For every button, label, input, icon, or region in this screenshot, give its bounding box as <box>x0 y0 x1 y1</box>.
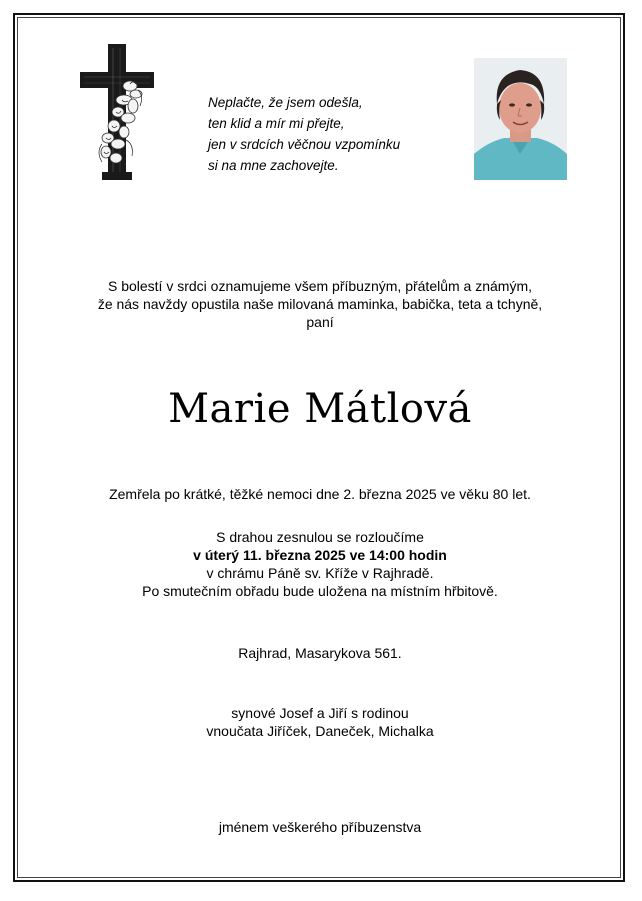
poem <box>208 92 448 176</box>
poem-line: ten klid a mír mi přejte, <box>208 116 345 131</box>
announcement-line: paní <box>306 314 334 330</box>
ceremony-intro: S drahou zesnulou se rozloučíme <box>216 529 424 545</box>
address: Rajhrad, Masarykova 561. <box>238 645 402 661</box>
poem-line: jen v srdcích věčnou vzpomínku <box>208 137 401 152</box>
family-line: vnoučata Jiříček, Daneček, Michalka <box>206 723 434 739</box>
ceremony-datetime: v úterý 11. března 2025 ve 14:00 hodin <box>193 547 447 563</box>
family-line: synové Josef a Jiří s rodinou <box>231 705 409 721</box>
family-signature <box>20 704 620 740</box>
ceremony-info <box>20 528 620 600</box>
cross-with-flowers-icon <box>78 44 158 182</box>
behalf-line: jménem veškerého příbuzenstva <box>218 819 422 835</box>
poem-line: si na mne zachovejte. <box>208 158 339 173</box>
announcement-text <box>20 277 620 331</box>
ceremony-place: v chrámu Páně sv. Kříže v Rajhradě. <box>206 565 434 581</box>
announcement-line: S bolestí v srdci oznamujeme všem příbuzným, přátelům a známým, <box>107 278 533 294</box>
ceremony-burial: Po smutečním obřadu bude uložena na místním hřbitově. <box>142 583 498 599</box>
announcement-line: že nás navždy opustila naše milovaná maminka, babička, teta a tchyně, <box>97 296 543 312</box>
poem-line: Neplačte, že jsem odešla, <box>208 95 363 110</box>
deceased-name: Marie Mátlová <box>168 386 472 432</box>
portrait-photo <box>474 58 567 180</box>
death-notice: Zemřela po krátké, těžké nemoci dne 2. března 2025 ve věku 80 let. <box>109 486 531 502</box>
